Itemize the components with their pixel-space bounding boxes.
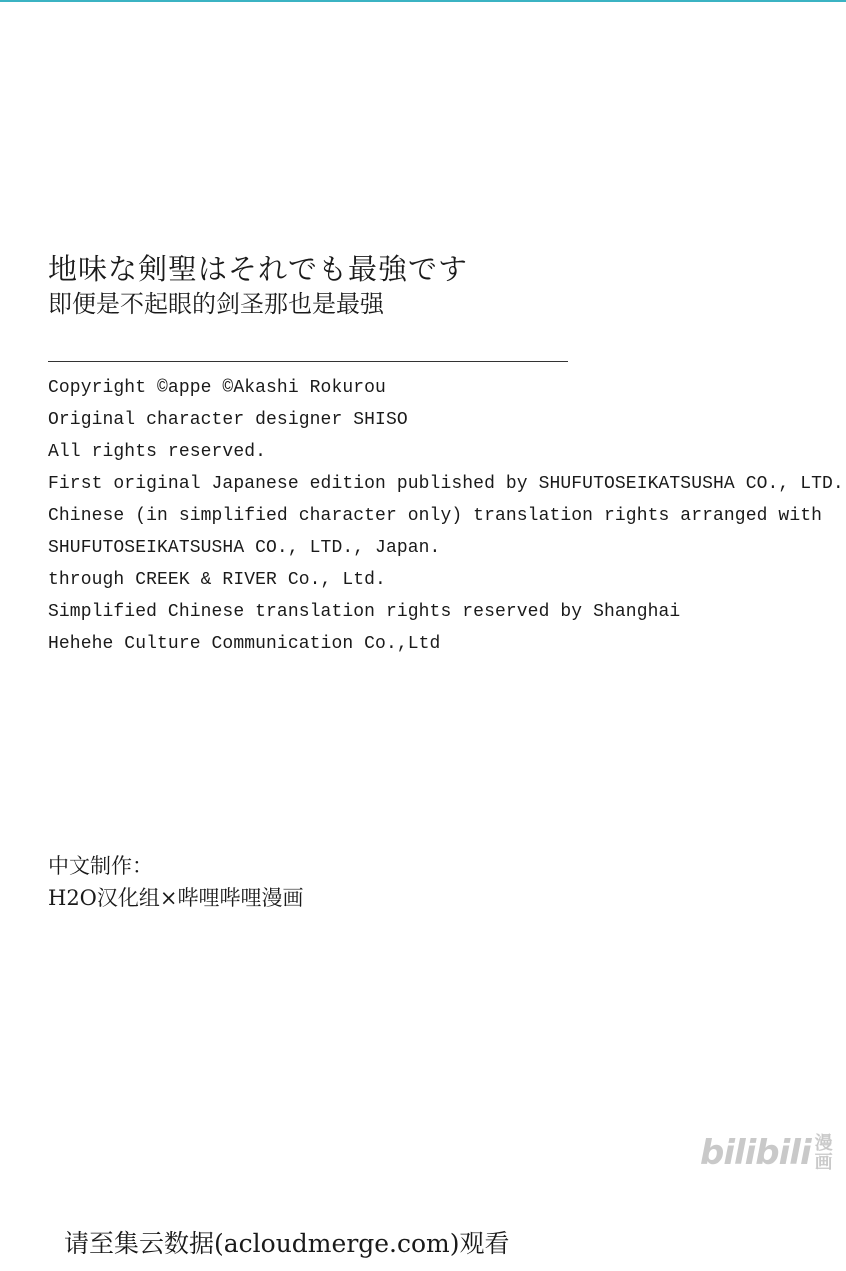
bilibili-watermark [700,1130,833,1176]
production-groups: H2O汉化组×哔哩哔哩漫画 [48,886,304,910]
copyright-credits [48,374,844,662]
credit-line: Hehehe Culture Communication Co.,Ltd [48,634,441,654]
credit-line: through CREEK & RIVER Co., Ltd. [48,570,386,590]
credit-line: SHUFUTOSEIKATSUSHA CO., LTD., Japan. [48,538,441,558]
divider-line [48,361,568,362]
credit-line: Chinese (in simplified character only) translation rights arranged with [48,506,823,526]
credit-line: All rights reserved. [48,442,267,462]
credit-line: Original character designer SHISO [48,410,408,430]
top-border-line [0,0,846,2]
title-block [48,250,468,320]
title-chinese: 即便是不起眼的剑圣那也是最强 [48,290,384,318]
credit-line: Simplified Chinese translation rights reserved by Shanghai [48,602,681,622]
watermark-logo: bilibili [700,1133,811,1173]
watermark-sub-bottom: 画 [814,1152,833,1173]
watermark-sub-top: 漫 [814,1133,833,1154]
title-japanese: 地味な剣聖はそれでも最強です [48,252,469,286]
production-credits [48,850,304,914]
watermark-manga-label [815,1134,833,1172]
footer-source-note: 请至集云数据(acloudmerge.com)观看 [64,1229,510,1258]
credit-line: Copyright ©appe ©Akashi Rokurou [48,378,386,398]
credit-line: First original Japanese edition published by SHUFUTOSEIKATSUSHA CO., LTD. [48,474,844,494]
production-label: 中文制作： [48,854,153,878]
